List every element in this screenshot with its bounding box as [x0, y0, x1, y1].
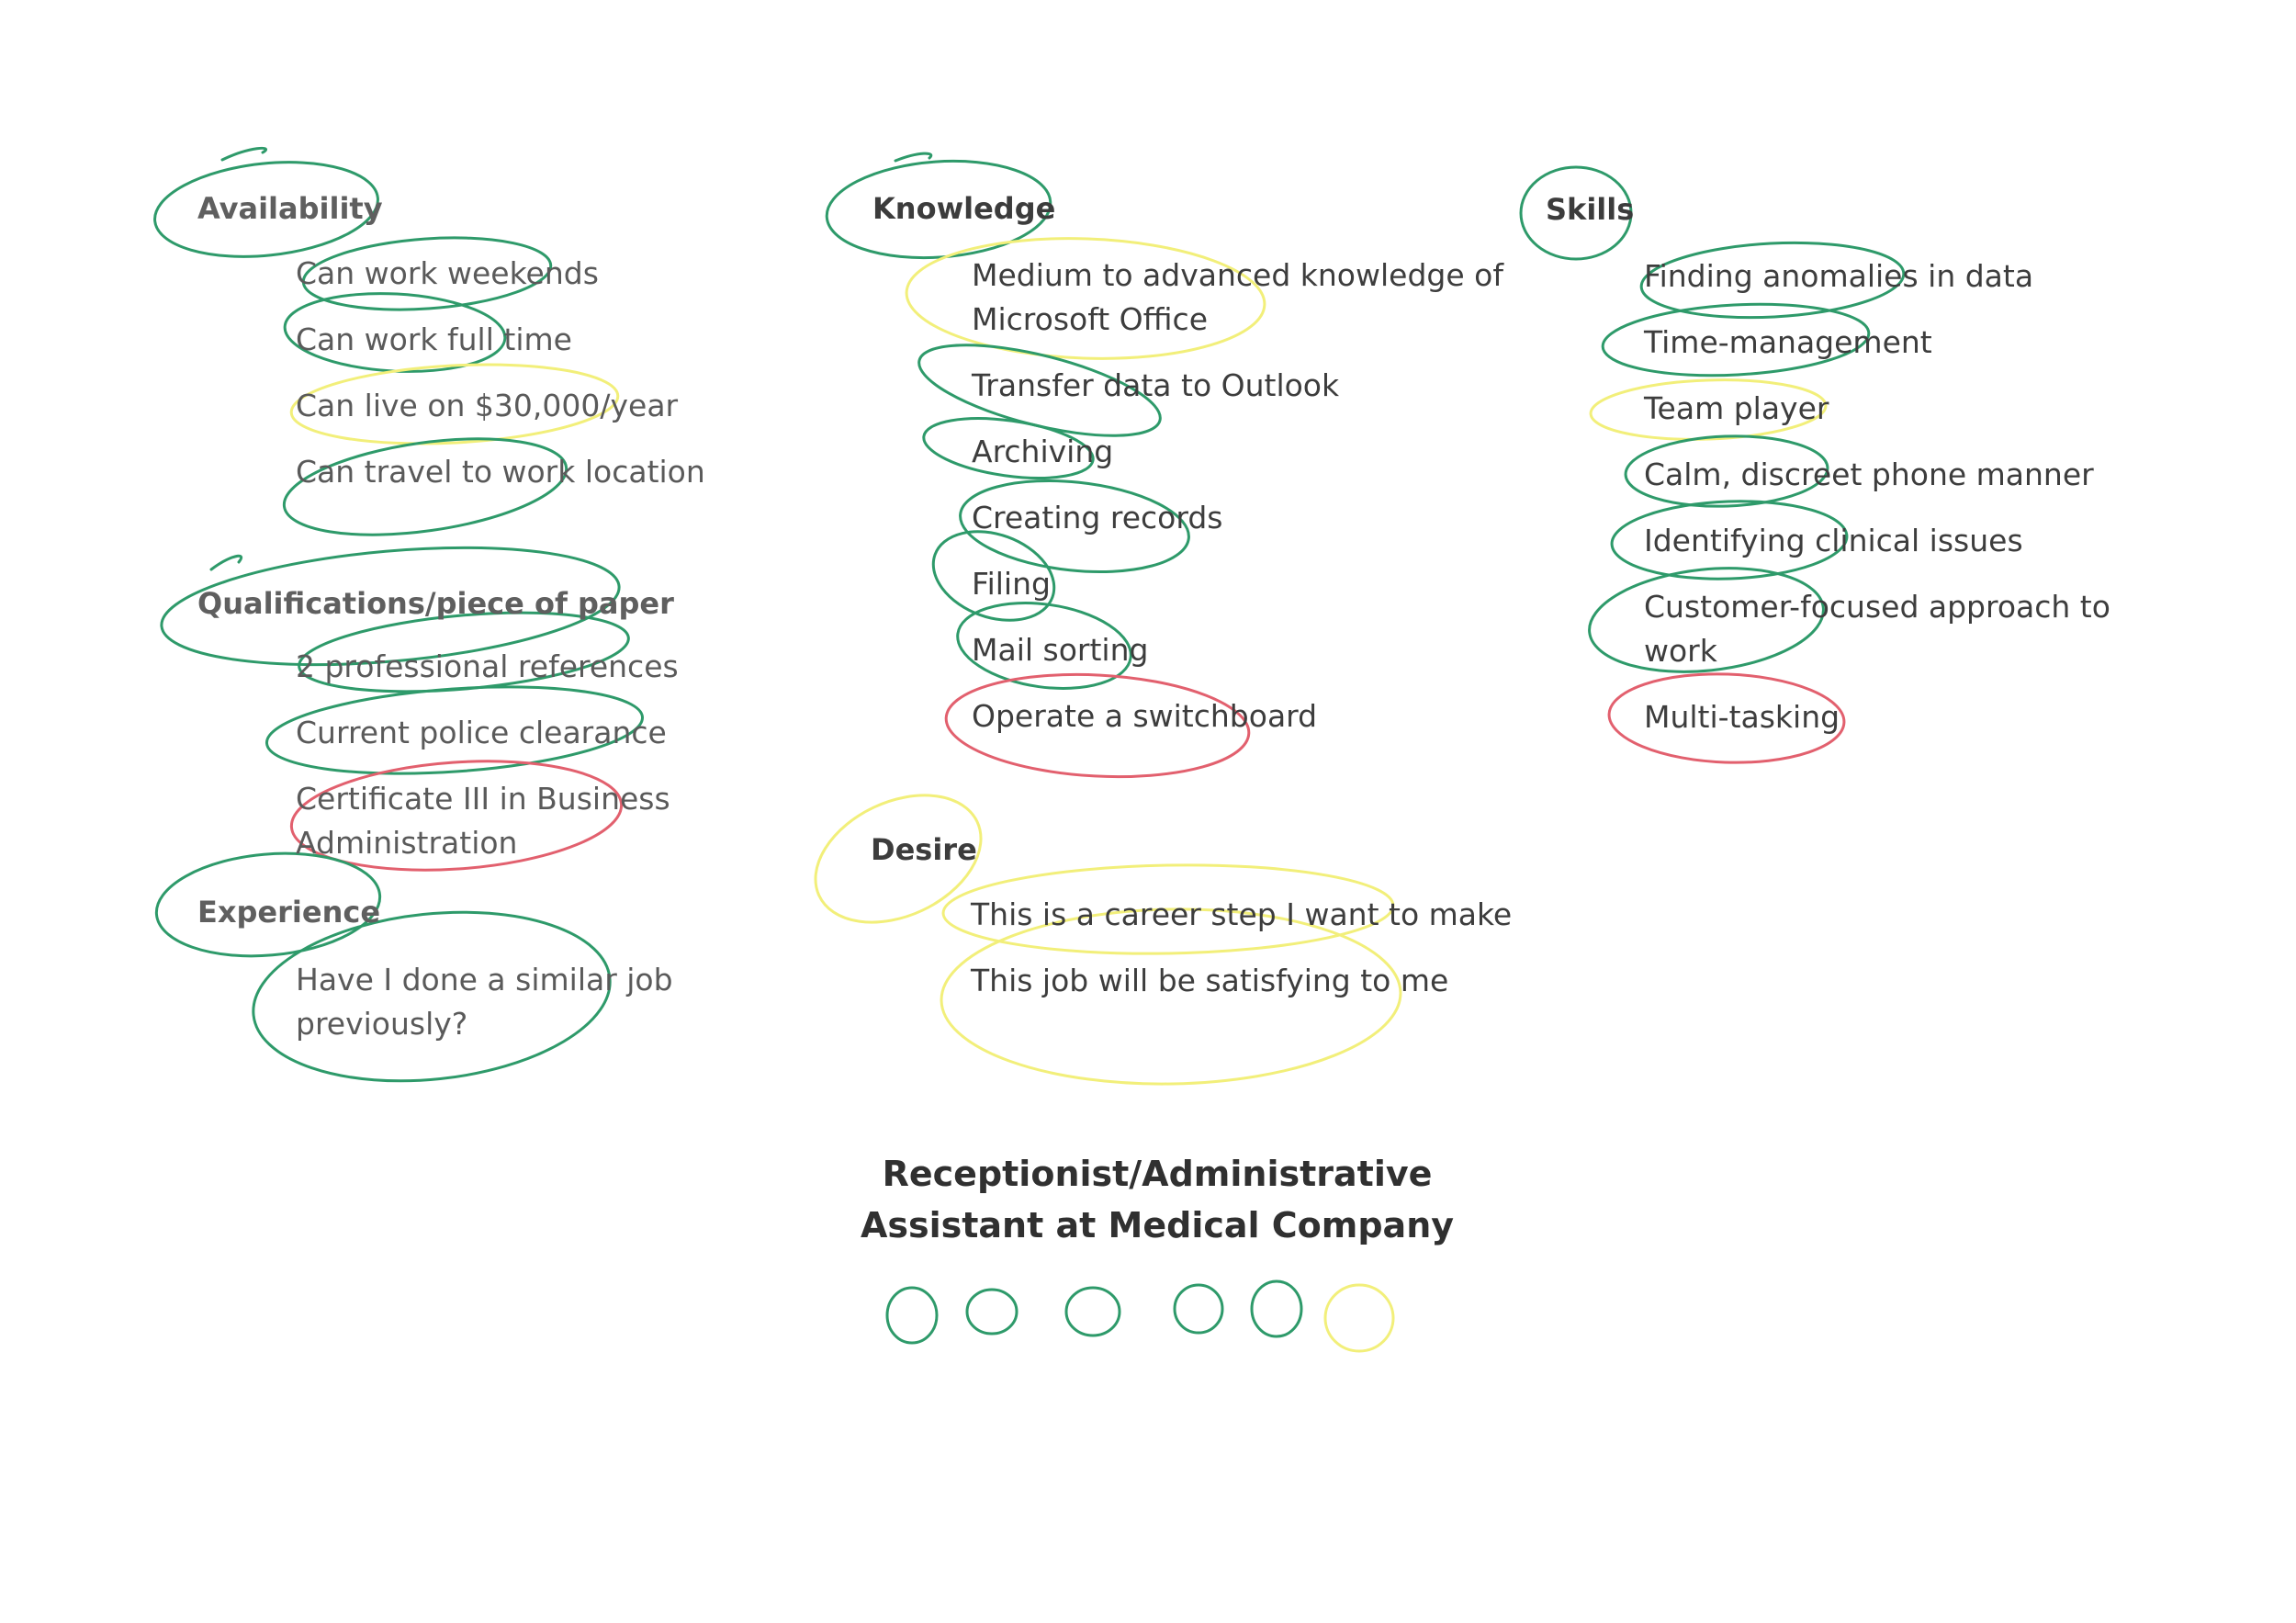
list-item: Current police clearance — [296, 715, 667, 750]
green-circle — [222, 148, 266, 160]
list-item: work — [1644, 633, 1717, 669]
score-circle-green — [1252, 1281, 1301, 1336]
score-circle-green — [1175, 1285, 1222, 1333]
score-circle-green — [967, 1290, 1017, 1334]
page-title-line: Assistant at Medical Company — [860, 1205, 1455, 1245]
list-item: Administration — [296, 825, 518, 861]
list-item: Certificate III in Business — [296, 781, 670, 817]
heading-availability: Availability — [197, 191, 383, 226]
heading-knowledge: Knowledge — [872, 191, 1056, 226]
list-item: Creating records — [972, 500, 1223, 535]
list-item: Can travel to work location — [296, 454, 705, 490]
heading-skills: Skills — [1546, 192, 1635, 227]
heading-qualifications: Qualifications/piece of paper — [197, 586, 674, 621]
heading-desire: Desire — [871, 832, 977, 867]
list-item: Microsoft Office — [972, 301, 1208, 337]
list-item: Archiving — [972, 434, 1114, 469]
list-item: This is a career step I want to make — [971, 896, 1513, 932]
list-item: Have I done a similar job — [296, 962, 673, 997]
list-item: Filing — [972, 566, 1051, 602]
page-title-line: Receptionist/Administrative — [882, 1154, 1433, 1194]
list-item: Time-management — [1644, 324, 1932, 360]
green-circle — [895, 153, 931, 161]
score-circle-green — [887, 1288, 937, 1343]
list-item: Transfer data to Outlook — [972, 367, 1340, 403]
list-item: Medium to advanced knowledge of — [972, 257, 1503, 293]
list-item: Can live on $30,000/year — [296, 388, 679, 423]
heading-experience: Experience — [197, 895, 381, 930]
score-circle-green — [1066, 1288, 1120, 1336]
list-item: Can work full time — [296, 321, 572, 357]
score-circle-yellow — [1325, 1285, 1393, 1351]
list-item: Finding anomalies in data — [1644, 258, 2034, 294]
page-title — [808, 1148, 1506, 1251]
list-item: Mail sorting — [972, 632, 1149, 668]
list-item: Customer-focused approach to — [1644, 589, 2110, 625]
list-item: Operate a switchboard — [972, 698, 1318, 734]
list-item: Calm, discreet phone manner — [1644, 456, 2094, 492]
green-circle — [211, 556, 242, 569]
list-item: previously? — [296, 1006, 468, 1042]
list-item: This job will be satisfying to me — [971, 963, 1449, 998]
list-item: Can work weekends — [296, 255, 599, 291]
list-item: Team player — [1644, 390, 1829, 426]
list-item: 2 professional references — [296, 648, 679, 684]
list-item: Identifying clinical issues — [1644, 523, 2023, 558]
list-item: Multi-tasking — [1644, 699, 1840, 735]
